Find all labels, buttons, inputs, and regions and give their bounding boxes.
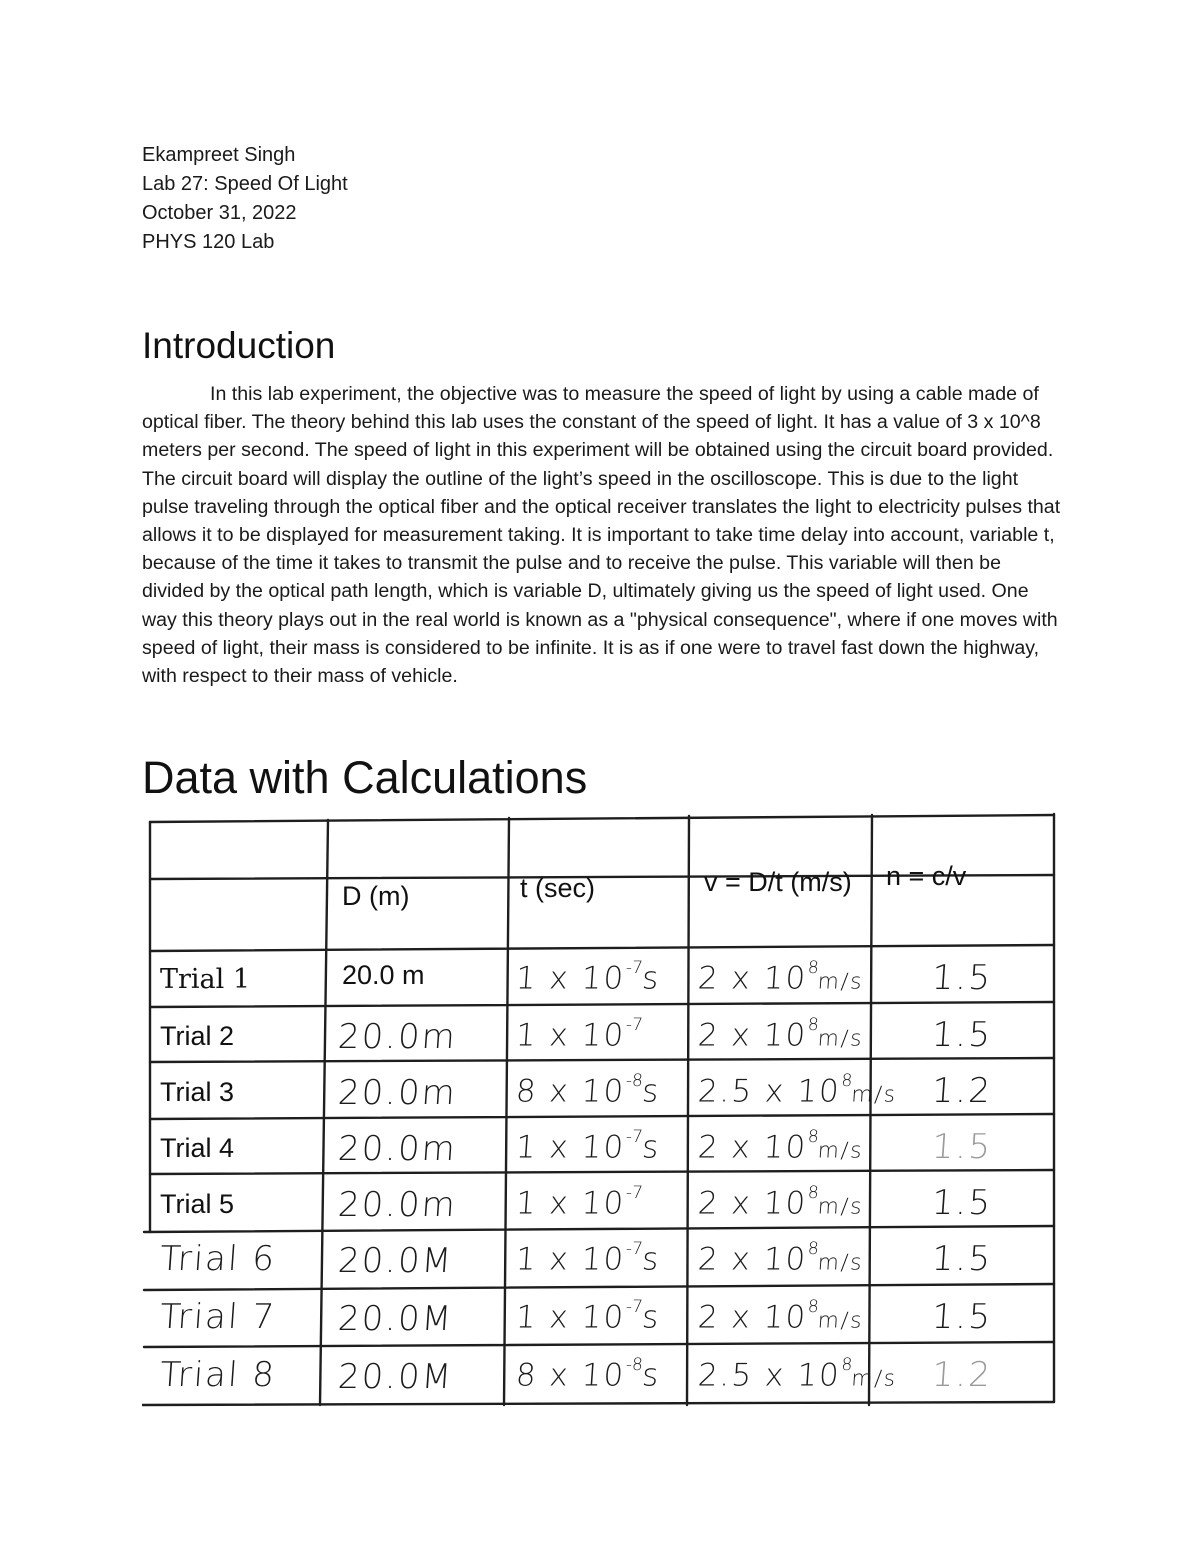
distance-value: 20.0m	[336, 1017, 459, 1057]
trial-label: Trial 3	[160, 1077, 235, 1107]
velocity-value	[697, 1127, 865, 1165]
refractive-index-value: 1.5	[930, 1015, 994, 1055]
refractive-index-value: 1.5	[930, 1183, 994, 1223]
trial-label: Trial 4	[160, 1133, 235, 1163]
time-mantissa: 1 x 10	[514, 1017, 627, 1054]
distance-value: 20.0m	[336, 1185, 459, 1225]
introduction-heading: Introduction	[142, 325, 336, 366]
refractive-index-value: 1.5	[930, 958, 994, 998]
refractive-index-value: 1.2	[930, 1355, 994, 1395]
time-unit: s	[640, 1073, 662, 1110]
velocity-mantissa: 2 x 10	[696, 1017, 809, 1054]
time-exponent: -8	[625, 1071, 644, 1091]
time-value	[515, 1239, 662, 1277]
time-unit: s	[640, 1241, 662, 1278]
time-value	[515, 1127, 662, 1165]
column-header-time: t (sec)	[520, 873, 596, 903]
time-unit: s	[640, 1357, 662, 1394]
velocity-unit: m/s	[816, 1194, 865, 1220]
time-unit: s	[640, 1299, 662, 1336]
refractive-index-value: 1.5	[930, 1239, 994, 1279]
velocity-unit: m/s	[816, 1026, 865, 1052]
time-mantissa: 1 x 10	[514, 1185, 627, 1222]
velocity-exponent: 8	[840, 1355, 853, 1375]
data-table	[142, 812, 1056, 1407]
distance-value: 20.0M	[336, 1299, 455, 1339]
velocity-value	[697, 1239, 865, 1277]
author-name: Ekampreet Singh	[142, 144, 296, 166]
velocity-value	[697, 1297, 865, 1335]
lab-title: Lab 27: Speed Of Light	[142, 173, 348, 195]
time-mantissa: 1 x 10	[514, 960, 627, 997]
velocity-exponent: 8	[807, 1183, 820, 1203]
velocity-mantissa: 2 x 10	[696, 960, 809, 997]
velocity-mantissa: 2 x 10	[696, 1299, 809, 1336]
velocity-unit: m/s	[816, 1250, 865, 1276]
velocity-mantissa: 2 x 10	[696, 1241, 809, 1278]
time-exponent: -7	[625, 1127, 644, 1147]
document-header	[142, 141, 348, 257]
trial-label: Trial 6	[158, 1239, 278, 1279]
velocity-value	[697, 1071, 899, 1109]
distance-value: 20.0 m	[342, 960, 425, 990]
time-exponent: -7	[625, 1297, 644, 1317]
velocity-exponent: 8	[807, 1297, 820, 1317]
velocity-unit: m/s	[850, 1366, 898, 1392]
velocity-value	[697, 1015, 865, 1053]
refractive-index-value: 1.5	[930, 1127, 994, 1167]
time-exponent: -7	[625, 1239, 644, 1259]
distance-value: 20.0M	[336, 1357, 455, 1397]
distance-value: 20.0m	[336, 1129, 459, 1169]
column-header-distance: D (m)	[342, 881, 410, 911]
velocity-unit: m/s	[850, 1082, 898, 1108]
velocity-unit: m/s	[816, 1138, 865, 1164]
trial-label: Trial 2	[160, 1021, 235, 1051]
trial-label: Trial 8	[158, 1355, 278, 1395]
column-header-velocity: v = D/t (m/s)	[704, 867, 852, 897]
distance-value: 20.0m	[336, 1073, 459, 1113]
velocity-value	[697, 958, 865, 996]
course-name: PHYS 120 Lab	[142, 231, 275, 253]
time-value	[515, 1297, 662, 1335]
trial-label: Trial 1	[160, 964, 251, 995]
time-exponent: -7	[625, 1183, 644, 1203]
time-exponent: -8	[625, 1355, 644, 1375]
velocity-mantissa: 2 x 10	[696, 1185, 809, 1222]
velocity-value	[697, 1183, 865, 1221]
velocity-exponent: 8	[807, 1127, 820, 1147]
refractive-index-value: 1.2	[930, 1071, 994, 1111]
time-unit: s	[640, 1129, 662, 1166]
time-exponent: -7	[625, 958, 644, 978]
trial-label: Trial 5	[160, 1189, 235, 1219]
refractive-index-value: 1.5	[930, 1297, 994, 1337]
velocity-unit: m/s	[816, 1308, 865, 1334]
time-value	[515, 1183, 644, 1221]
time-value	[515, 1355, 662, 1393]
distance-value: 20.0M	[336, 1241, 455, 1281]
time-value	[515, 1071, 662, 1109]
time-value	[515, 958, 662, 996]
time-mantissa: 1 x 10	[514, 1129, 627, 1166]
velocity-exponent: 8	[807, 958, 820, 978]
introduction-body: In this lab experiment, the objective was to measure the speed of light by using a cable made of optical fiber. The theory behind this lab uses the constant of the speed of light. It has a value of 3 x 10^8 meters per second. The speed of light in this experiment will be obtained using the circuit board provided. The circuit board will display the outline of the light’s speed in the oscilloscope. This is due to the light pulse traveling through the optical fiber and the optical receiver translates the light to electricity pulses that allows it to be displayed for measurement taking. It is important to take time delay into account, variable t, because of the time it takes to transmit the pulse and to receive the pulse. This variable will then be divided by the optical path length, which is variable D, ultimately giving us the speed of light used. One way this theory plays out in the real world is known as a "physical consequence", where if one moves with speed of light, their mass is considered to be infinite. It is as if one were to travel fast down the highway, with respect to their mass of vehicle.	[142, 383, 1061, 688]
column-header-index: n = c/v	[886, 861, 967, 891]
time-exponent: -7	[625, 1015, 644, 1035]
velocity-unit: m/s	[816, 969, 865, 995]
time-mantissa: 1 x 10	[514, 1241, 627, 1278]
trial-label: Trial 7	[158, 1297, 278, 1337]
velocity-exponent: 8	[807, 1239, 820, 1259]
velocity-value	[697, 1355, 899, 1393]
time-mantissa: 8 x 10	[514, 1357, 627, 1394]
velocity-mantissa: 2.5 x 10	[696, 1357, 842, 1394]
time-unit: s	[640, 960, 662, 997]
velocity-exponent: 8	[807, 1015, 820, 1035]
velocity-exponent: 8	[840, 1071, 853, 1091]
time-value	[515, 1015, 644, 1053]
lab-date: October 31, 2022	[142, 202, 297, 224]
time-mantissa: 8 x 10	[514, 1073, 627, 1110]
velocity-mantissa: 2 x 10	[696, 1129, 809, 1166]
velocity-mantissa: 2.5 x 10	[696, 1073, 842, 1110]
data-section-heading: Data with Calculations	[142, 752, 588, 803]
time-mantissa: 1 x 10	[514, 1299, 627, 1336]
